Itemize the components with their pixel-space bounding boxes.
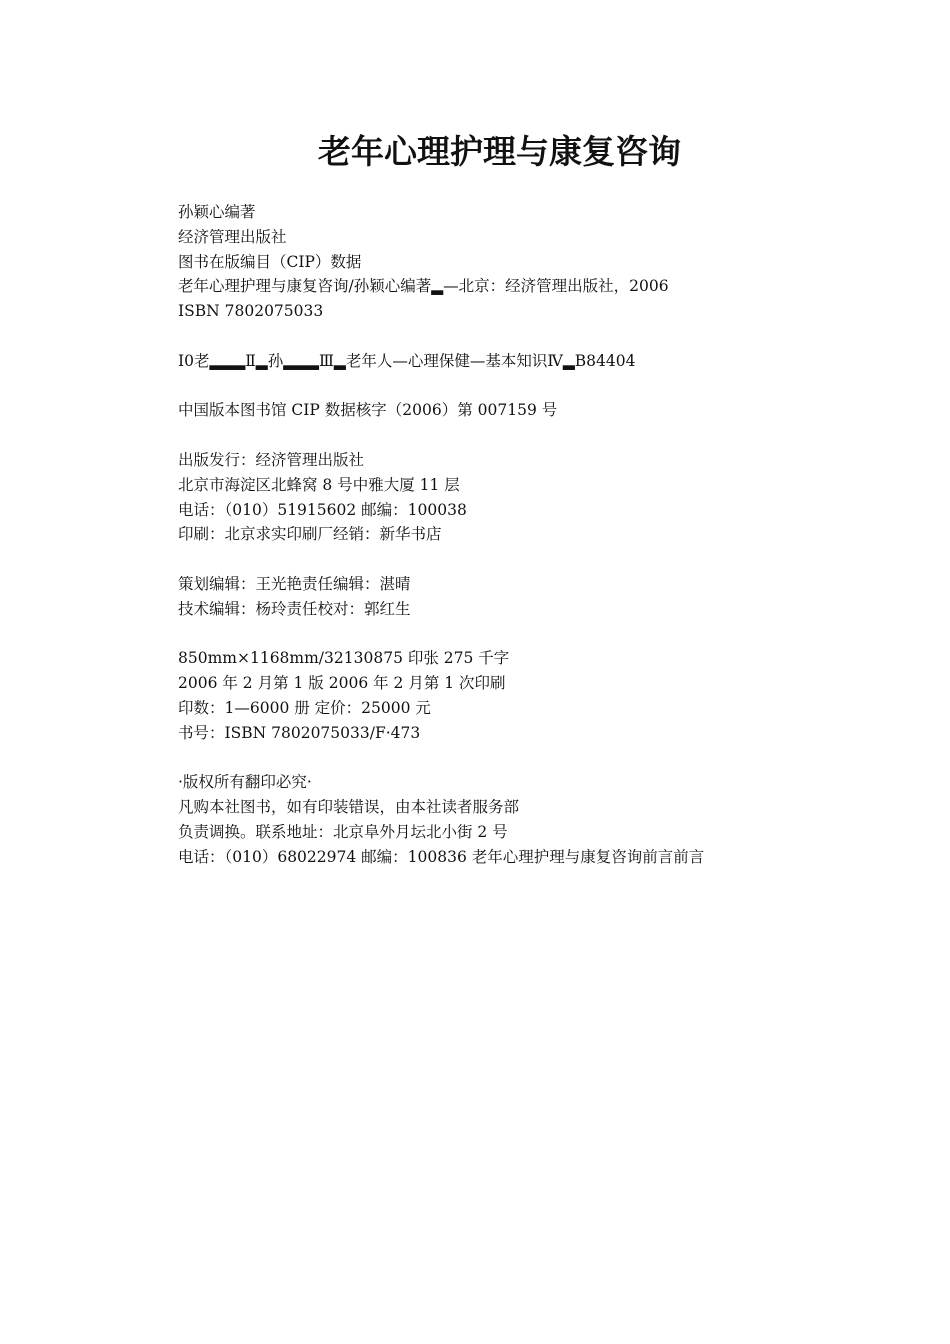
text-line: 北京市海淀区北蜂窝 8 号中雅大厦 11 层: [178, 475, 460, 494]
text-line: 凡购本社图书，如有印装错误，由本社读者服务部: [178, 798, 520, 817]
text-line: ISBN 7802075033: [178, 302, 324, 321]
text-line: 图书在版编目（CIP）数据: [178, 252, 362, 271]
text-line: 经济管理出版社: [178, 227, 287, 246]
text-line: ·版权所有翻印必究·: [178, 773, 312, 792]
blank-line: [178, 547, 878, 572]
text-line: 印数：1—6000 册 定价：25000 元: [178, 698, 431, 717]
document-title: 老年心理护理与康复咨询: [318, 132, 681, 171]
text-line: 书号：ISBN 7802075033/F·473: [178, 723, 421, 742]
blank-line: [178, 324, 878, 349]
text-line: 印刷：北京求实印刷厂经销：新华书店: [178, 525, 442, 544]
text-line: 负责调换。联系地址：北京阜外月坛北小街 2 号: [178, 822, 508, 841]
text-line: 850mm×1168mm/32130875 印张 275 千字: [178, 649, 510, 668]
blank-line: [178, 423, 878, 448]
copyright-page-body: [178, 200, 878, 870]
text-line: 技术编辑：杨玲责任校对：郭红生: [178, 599, 411, 618]
blank-line: [178, 746, 878, 771]
text-line: 2006 年 2 月第 1 版 2006 年 2 月第 1 次印刷: [178, 674, 506, 693]
text-line: I0老▂▂▂Ⅱ▂孙▂▂▂Ⅲ▂老年人—心理保健—基本知识Ⅳ▂B84404: [178, 351, 636, 370]
text-line: 策划编辑：王光艳责任编辑：湛晴: [178, 574, 411, 593]
text-line: 电话：（010）68022974 邮编：100836 老年心理护理与康复咨询前言前言: [178, 847, 705, 866]
blank-line: [178, 622, 878, 647]
blank-line: [178, 374, 878, 399]
text-line: 电话：（010）51915602 邮编：100038: [178, 500, 467, 519]
text-line: 孙颖心编著: [178, 203, 256, 221]
text-line: 出版发行：经济管理出版社: [178, 450, 365, 469]
text-line: 中国版本图书馆 CIP 数据核字（2006）第 007159 号: [178, 401, 558, 420]
text-line: 老年心理护理与康复咨询/孙颖心编著▂—北京：经济管理出版社，2006: [178, 277, 669, 296]
